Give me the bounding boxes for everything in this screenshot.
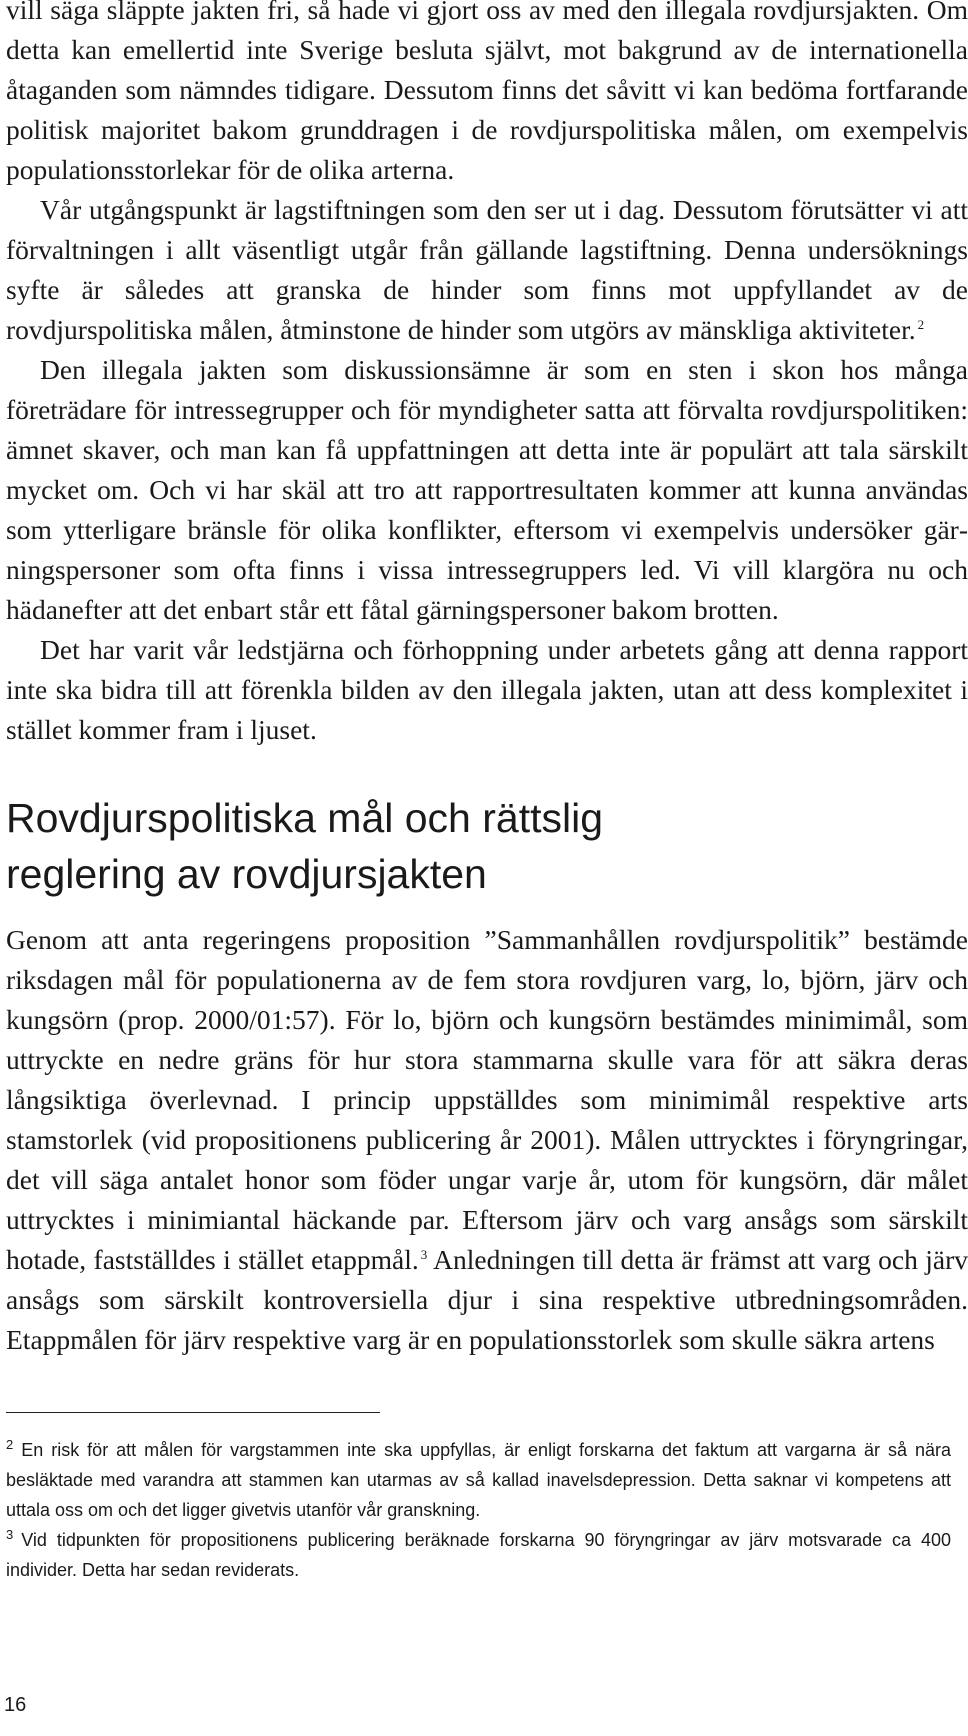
footnote-text: En risk för att målen för vargstammen inte ska uppfyllas, är enligt forskarna det faktum att vargarna är så nära besläktade med varandra att stammen kan utarmas av så kallad inavelsdepression. Detta saknar vi kompetens att uttala oss om och det ligger givetvis utanför vår granskning. bbox=[6, 1440, 951, 1520]
footnote-number: 2 bbox=[6, 1437, 14, 1452]
footnote-reference[interactable]: 2 bbox=[917, 316, 925, 332]
paragraph bbox=[6, 630, 968, 750]
footnote-text: Vid tidpunkten för propositionens publicering beräknade forskarna 90 föryngringar av järv motsvarade ca 400 individer. Detta har sedan reviderats. bbox=[6, 1530, 951, 1580]
paragraph-text-continuation: Anledningen till detta är främst att varg och järv ansågs som särskilt kontroversiella djur i sina respektive utbredningsområden. Etappmålen för järv respektive varg är en populationsstorlek som skulle säkra artens bbox=[6, 1244, 968, 1355]
paragraph-text: Genom att anta regeringens proposition ”Sammanhållen rovdjurspolitik” bestämde riksdagen mål för populationerna av de fem stora rovdjuren varg, lo, björn, järv och kungsörn (prop. 2000/01:57). För lo, björn och kungsörn bestämdes minimimål, som uttryckte en nedre gräns för hur stora stammarna skulle vara för att säkra deras långsiktiga överlevnad. I princip uppställdes som minimimål respektive arts stamstorlek (vid propositionens publicering år 2001). Målen uttrycktes i föryngringar, det vill säga antalet honor som föder ungar varje år, utom för kungsörn, där målet uttrycktes i minimiantal häckande par. Eftersom järv och varg ansågs som särskilt hotade, fastställdes i stället etappmål. bbox=[6, 924, 968, 1275]
paragraph-continued bbox=[6, 0, 968, 190]
footnote bbox=[6, 1525, 951, 1585]
paragraph-text: Det har varit vår ledstjärna och förhoppning under arbetets gång att denna rapport inte ska bidra till att förenkla bilden av den illegala jakten, utan att dess komplexitet i stället kommer fram i ljuset. bbox=[6, 634, 968, 745]
footnote bbox=[6, 1435, 951, 1525]
document-page bbox=[6, 0, 968, 1585]
section-heading: Rovdjurspolitiska mål och rättslig reglering av rovdjursjakten bbox=[6, 795, 604, 897]
page-number: 16 bbox=[4, 1694, 27, 1716]
paragraph-text: Vår utgångspunkt är lagstiftningen som den ser ut i dag. Dessutom förutsätter vi att förvaltningen i allt väsentligt utgår från gällande lagstiftning. Denna undersöknings syfte är således att granska de hinder som finns mot uppfyllandet av de rovdjurspolitiska målen, åtminstone de hinder som utgörs av mänskliga aktiviteter. bbox=[6, 194, 968, 345]
paragraph bbox=[6, 190, 968, 350]
paragraph-text: vill säga släppte jakten fri, så hade vi gjort oss av med den illegala rovdjursjakten. Om detta kan emellertid inte Sverige besluta självt, mot bakgrund av de internationella åtaganden som nämndes tidigare. Dessutom finns det såvitt vi kan bedöma fortfarande politisk majoritet bakom grunddragen i de rovdjurspolitiska målen, om exempelvis populationsstorlekar för de olika arterna. bbox=[6, 0, 968, 185]
footnote-number: 3 bbox=[6, 1527, 14, 1542]
paragraph bbox=[6, 350, 968, 630]
footnote-divider bbox=[6, 1412, 380, 1413]
paragraph-text: Den illegala jakten som diskussionsämne är som en sten i skon hos många företrädare för intressegrupper och för myndigheter satta att förvalta rovdjurspolitiken: ämnet skaver, och man kan få uppfattningen att detta inte är populärt att tala särskilt mycket om. Och vi har skäl att tro att rapportresultaten kommer att kunna användas som ytterligare bränsle för olika konflikter, eftersom vi exempelvis undersöker gärningspersoner som ofta finns i vissa intressegruppers led. Vi vill klargöra nu och hädanefter att det enbart står ett fåtal gärningspersoner bakom brotten. bbox=[6, 354, 968, 625]
footnote-reference[interactable]: 3 bbox=[420, 1246, 428, 1262]
paragraph bbox=[6, 920, 968, 1360]
